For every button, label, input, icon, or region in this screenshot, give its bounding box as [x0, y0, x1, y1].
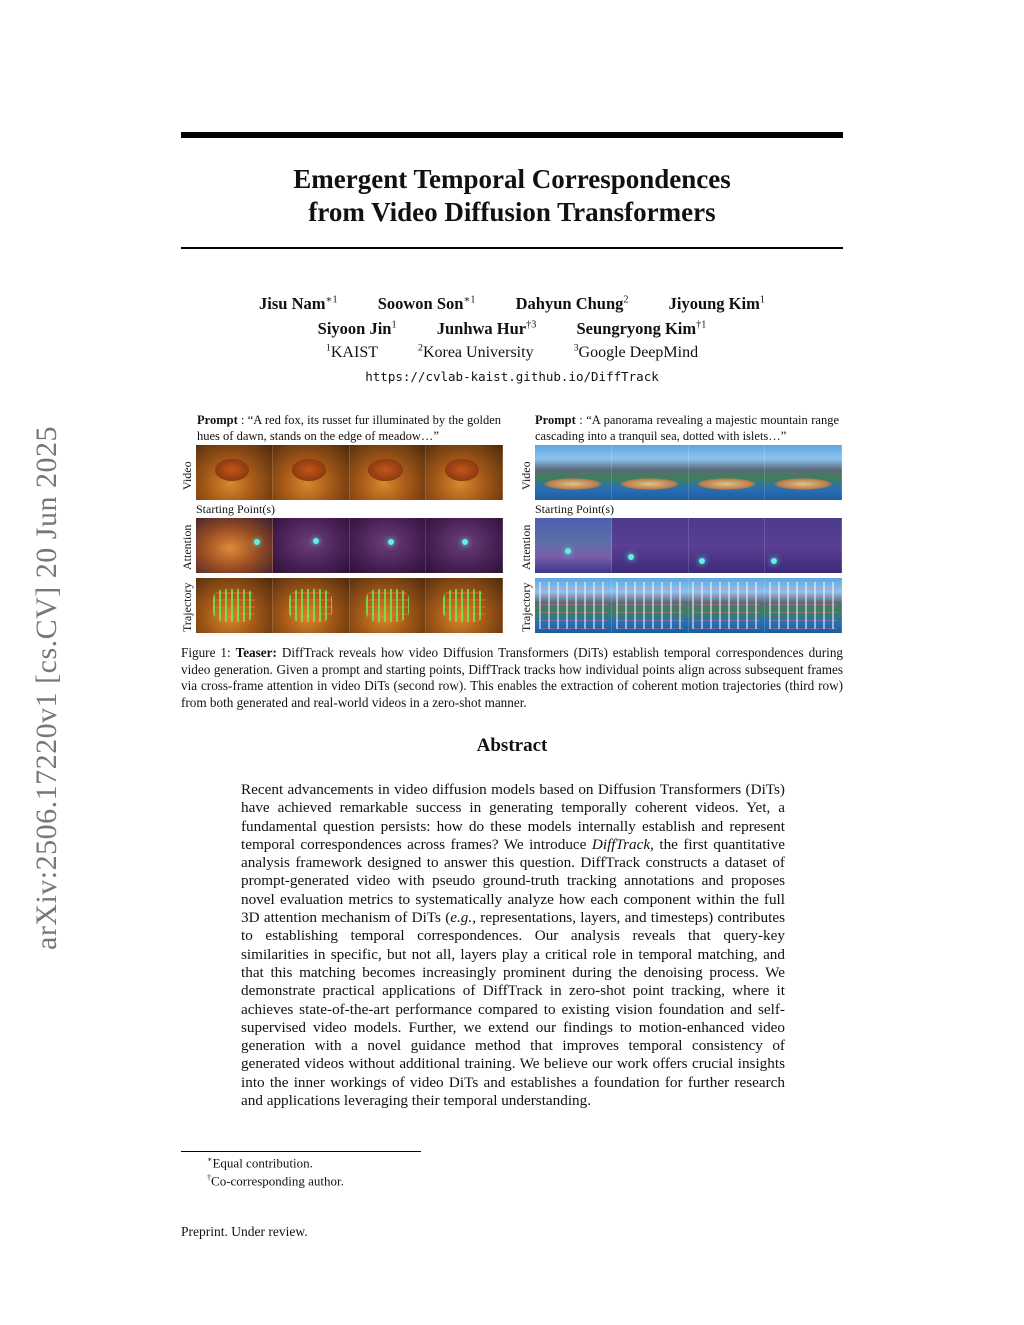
- starting-point-marker: [565, 548, 571, 554]
- author: Jiyoung Kim$^1$: [668, 294, 765, 313]
- author-row-2: [181, 319, 843, 339]
- attention-peak: [699, 558, 705, 564]
- video-frame: [273, 445, 350, 500]
- right-video-row: [535, 445, 842, 500]
- trajectory-frame: [535, 578, 612, 633]
- footnote: †Co-corresponding author.: [207, 1173, 344, 1189]
- row-label-attention: Attention: [519, 524, 533, 570]
- attention-peak: [462, 539, 468, 545]
- left-prompt: Prompt : “A red fox, its russet fur illuminated by the golden hues of dawn, stands on the edge of meadow…”: [197, 413, 501, 443]
- author: Dahyun Chung$^2$: [515, 294, 629, 313]
- author: Soowon Son$^{∗1}$: [377, 294, 476, 313]
- video-frame: [612, 445, 689, 500]
- attention-peak: [313, 538, 319, 544]
- paper-title: [181, 163, 843, 229]
- author: Junhwa Hur$^{\dagger 3}$: [436, 319, 537, 338]
- trajectory-frame: [196, 578, 273, 633]
- attention-peak: [388, 539, 394, 545]
- author: Seungryong Kim$^{\dagger 1}$: [576, 319, 707, 338]
- left-video-row: [196, 445, 503, 500]
- attention-frame: [273, 518, 350, 573]
- title-top-rule: [181, 132, 843, 138]
- row-label-trajectory: Trajectory: [519, 582, 533, 632]
- row-label-trajectory: Trajectory: [180, 582, 194, 632]
- video-frame: [689, 445, 766, 500]
- attention-frame: [426, 518, 503, 573]
- title-bottom-rule: [181, 247, 843, 249]
- footnote: ∗Equal contribution.: [207, 1155, 313, 1171]
- affiliation: $^2$Korea University: [417, 343, 534, 362]
- figure-caption: Figure 1: Teaser: DiffTrack reveals how video Diffusion Transformers (DiTs) establish temporal correspondences during video generation. Given a prompt and starting points, DiffTrack tracks how individual points align across subsequent frames via cross-frame attention in video DiTs (second row). This enables the extraction of coherent motion trajectories (third row) from both generated and real-world videos in a zero-shot manner.: [181, 645, 844, 710]
- title-line-1: Emergent Temporal Correspondences: [293, 164, 731, 194]
- video-frame: [535, 445, 612, 500]
- project-url[interactable]: https://cvlab-kaist.github.io/DiffTrack: [365, 369, 659, 384]
- row-label-video: Video: [180, 461, 194, 490]
- attention-peak: [771, 558, 777, 564]
- trajectory-frame: [765, 578, 842, 633]
- attention-frame: [612, 518, 689, 573]
- author-row-1: [181, 294, 843, 314]
- left-attention-row: [196, 518, 503, 573]
- right-attention-row: [535, 518, 842, 573]
- right-prompt: Prompt : “A panorama revealing a majestic mountain range cascading into a tranquil sea, dotted with islets…”: [535, 413, 839, 443]
- trajectory-frame: [426, 578, 503, 633]
- attention-frame: [350, 518, 427, 573]
- author: Jisu Nam$^{∗1}$: [259, 294, 338, 313]
- title-line-2: from Video Diffusion Transformers: [308, 197, 716, 227]
- attention-frame: [535, 518, 612, 573]
- starting-points-label: Starting Point(s): [196, 502, 276, 516]
- starting-point-marker: [254, 539, 260, 545]
- starting-points-label: Starting Point(s): [535, 502, 615, 516]
- right-trajectory-row: [535, 578, 842, 633]
- author: Siyoon Jin$^1$: [317, 319, 397, 338]
- attention-peak: [628, 554, 634, 560]
- row-label-video: Video: [519, 461, 533, 490]
- attention-frame: [196, 518, 273, 573]
- affiliations: [181, 343, 843, 362]
- row-label-attention: Attention: [180, 524, 194, 570]
- footnote-rule: [181, 1151, 421, 1152]
- trajectory-frame: [689, 578, 766, 633]
- arxiv-stamp: arXiv:2506.17220v1 [cs.CV] 20 Jun 2025: [30, 426, 63, 950]
- abstract-heading: Abstract: [476, 735, 548, 756]
- preprint-footer: Preprint. Under review.: [181, 1224, 308, 1239]
- affiliation: $^3$Google DeepMind: [573, 343, 699, 362]
- trajectory-frame: [273, 578, 350, 633]
- video-frame: [196, 445, 273, 500]
- video-frame: [765, 445, 842, 500]
- abstract-body: Recent advancements in video diffusion models based on Diffusion Transformers (DiTs) have achieved remarkable success in generating temporally coherent videos. Yet, a fundamental question persists: how do these models internally establish and represent temporal correspondences across frames? We introduce DiffTrack, the first quantitative analysis framework designed to answer this question. DiffTrack constructs a dataset of prompt-generated video with pseudo ground-truth tracking annotations and proposes novel evaluation metrics to systematically analyze how each component within the full 3D attention mechanism of DiTs (e.g., representations, layers, and timesteps) contributes to establishing temporal correspondences. Our analysis reveals that query-key similarities in specific, but not all, layers play a critical role in temporal matching, and that this matching becomes increasingly prominent during the denoising process. We demonstrate practical applications of DiffTrack in zero-shot point tracking, where it achieves state-of-the-art performance compared to existing vision foundation and self-supervised video models. Further, we extend our findings to motion-enhanced video generation with a novel guidance method that improves temporal consistency of generated videos without additional training. We believe our work offers crucial insights into the inner workings of video DiTs and establishes a foundation for further research and applications leveraging their temporal understanding.: [241, 781, 785, 1110]
- affiliation: $^1$KAIST: [325, 343, 378, 362]
- video-frame: [426, 445, 503, 500]
- video-frame: [350, 445, 427, 500]
- attention-frame: [765, 518, 842, 573]
- trajectory-frame: [612, 578, 689, 633]
- attention-frame: [689, 518, 766, 573]
- trajectory-frame: [350, 578, 427, 633]
- left-trajectory-row: [196, 578, 503, 633]
